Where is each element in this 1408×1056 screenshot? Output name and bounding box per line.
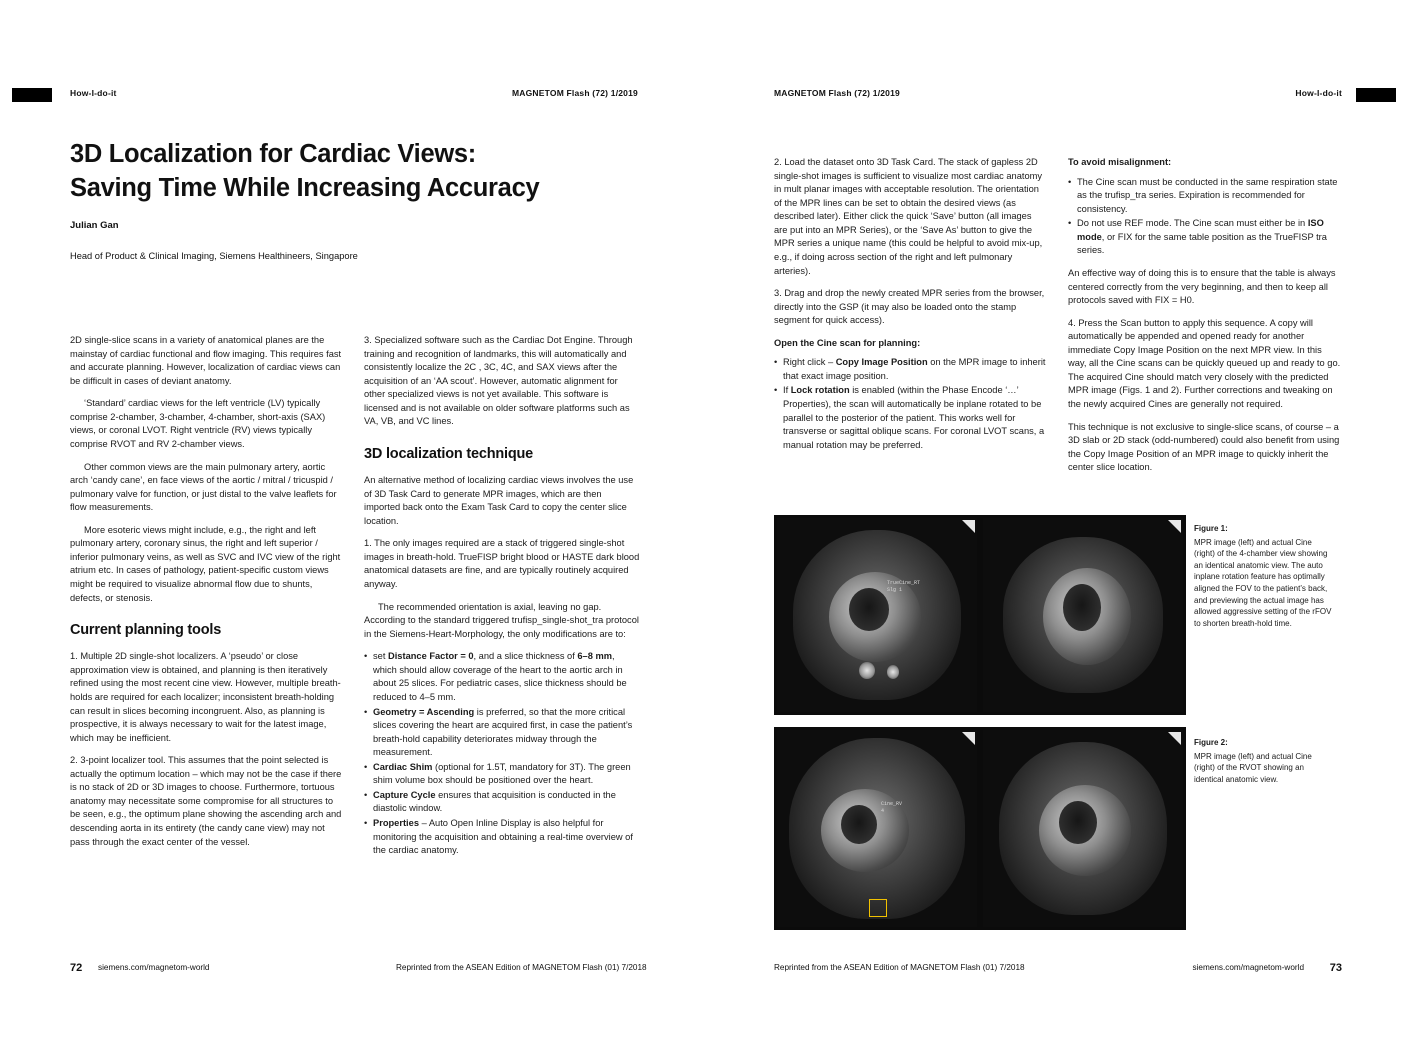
paragraph: 4. Press the Scan button to apply this sequence. A copy will automatically be appended and opened ready for another immediate Copy Image Position on the next MPR view. In this way, all the Cine scans can be quickly queued up and ready to go. The acquired Cine should match very closely with the predicted MPR image (Figs. 1 and 2). Further corrections and tweaking on the newly acquired Cines are generally not required. — [1068, 317, 1341, 409]
page-title — [70, 138, 640, 205]
paragraph: The recommended orientation is axial, leaving no gap. According to the standard triggered trufisp_single-shot_tra protocol in the Siemens-Heart-Morphology, the only modifications are to: — [364, 601, 639, 639]
modification-bullet-list — [364, 650, 640, 857]
article-title-line2: Saving Time While Increasing Accuracy — [70, 173, 540, 202]
cine-scan-bullet-list — [774, 356, 1046, 452]
bullet-rest: , or FIX for the same table position as the TrueFISP tra series. — [1077, 231, 1327, 256]
bullet-lead: Right click – — [783, 357, 836, 368]
figure-1-caption — [1194, 523, 1334, 629]
paragraph: 3. Specialized software such as the Cardiac Dot Engine. Through training and recognition of landmarks, this will automatically and consistently localize the 2C , 3C, 4C, and SAX views after the acquisition of an ‘AA scout’. However, automatic alignment for other specialized views is not yet available. This software is licensed and is not available on older software platforms such as VA, VB, and VC lines. — [364, 335, 633, 427]
body-column-4 — [1068, 156, 1342, 484]
figure-1-image-pair — [774, 515, 1186, 715]
bullet-lead: Do not use REF mode. The Cine scan must either be in — [1077, 218, 1308, 229]
bullet-rest: – Auto Open Inline Display is also helpful for monitoring the acquisition and obtaining a real-time overview of the cardiac anatomy. — [373, 818, 633, 856]
image-corner-marker-icon — [962, 520, 975, 533]
bullet-rest: (optional for 1.5T, mandatory for 3T). The green shim volume box should be positioned over the heart. — [373, 761, 631, 786]
footer-site-left: siemens.com/magnetom-world — [98, 963, 210, 972]
author-affiliation: Head of Product & Clinical Imaging, Siemens Healthineers, Singapore — [70, 251, 358, 261]
paragraph: An alternative method of localizing cardiac views involves the use of 3D Task Card to generate MPR images, which are then imported back onto the Exam Task Card to copy the center slice location. — [364, 475, 634, 526]
image-corner-marker-icon — [1168, 520, 1181, 533]
subheading-avoid-misalignment: To avoid misalignment: — [1068, 157, 1172, 167]
paragraph: 1. The only images required are a stack of triggered single-shot images in breath-hold. TrueFISP bright blood or HASTE dark blood anatomical datasets are fine, and are typically routinely acquired anyway. — [364, 538, 640, 589]
subheading-open-cine-scan: Open the Cine scan for planning: — [774, 337, 921, 348]
mri-overlay-text: TrueCine_RT Slg 1 — [887, 580, 921, 593]
figure-2-caption — [1194, 737, 1334, 785]
page-number-right: 73 — [1329, 962, 1342, 974]
list-item — [364, 789, 640, 816]
body-column-3 — [774, 156, 1046, 461]
roi-box — [869, 899, 887, 917]
running-head-issue-right: MAGNETOM Flash (72) 1/2019 — [774, 88, 900, 98]
paragraph: ‘Standard’ cardiac views for the left ventricle (LV) typically comprise 2-chamber, 3-chamber, 4-chamber, short-axis (SAX) views, or coronal LVOT. Right ventricle (RV) views typically comprise RVOT and RV 2-chamber views. — [70, 398, 326, 449]
bullet-bold: Geometry = Ascending — [373, 706, 475, 717]
running-head-issue-left: MAGNETOM Flash (72) 1/2019 — [512, 88, 638, 98]
section-heading-3d-localization-technique: 3D localization technique — [364, 445, 534, 462]
bullet-tail: , which should allow coverage of the heart to the aortic arch in about 25 slices. For pediatric cases, slice thickness should be reduced to 4–5 mm. — [373, 651, 627, 702]
bullet-bold: ISO mode — [1077, 218, 1324, 242]
article-title-line1: 3D Localization for Cardiac Views: — [70, 140, 476, 168]
author-name: Julian Gan — [70, 220, 119, 231]
footer-site-right: siemens.com/magnetom-world — [1192, 963, 1304, 972]
figure-2-mpr-image — [774, 727, 980, 930]
bullet-rest: is enabled (within the Phase Encode ‘…’ Properties), the scan will automatically be inplane rotated to be parallel to the posterior of the patient. This works well for transverse or sagittal oblique scans. For coronal LVOT scans, a manual rotation may be preferred. — [783, 385, 1045, 450]
bullet-bold: Lock rotation — [790, 385, 850, 396]
list-item — [364, 706, 640, 760]
paragraph: 3. Drag and drop the newly created MPR series from the browser, directly into the GSP (it may also be loaded onto the stamp segment for quick access). — [774, 288, 1045, 326]
paragraph: More esoteric views might include, e.g., the right and left pulmonary artery, coronary sinus, the right and left superior / inferior pulmonary veins, as well as SVC and IVC view of the right atrium etc. In cases of pathology, patient-specific custom views might be required to visualize abnormal flow due to shunts, defects, or stenosis. — [70, 524, 341, 603]
page-number-left: 72 — [70, 962, 83, 974]
bullet-bold: Capture Cycle — [373, 789, 436, 800]
paragraph: 1. Multiple 2D single-shot localizers. A ‘pseudo’ or close approximation view is obtained, and planning is then iteratively refined using the most recent cine view. However, multiple breath-holds are required for each localizer; inconsistent breath-holding can result in slices becoming incongruent. Also, as planning is prospective, it is always necessary to wait for the latest image, which may be inefficient. — [70, 651, 341, 743]
footer-reprint-left: Reprinted from the ASEAN Edition of MAGNETOM Flash (01) 7/2018 — [396, 963, 647, 972]
bullet-bold: Cardiac Shim — [373, 761, 433, 772]
bullet-rest: ensures that acquisition is conducted in the diastolic window. — [373, 789, 616, 814]
paragraph: 2D single-slice scans in a variety of anatomical planes are the mainstay of cardiac functional and flow imaging. This requires fast and accurate planning. However, localization of cardiac views can be difficult in cases of deviant anatomy. — [70, 335, 342, 386]
bullet-bold: Properties — [373, 818, 419, 828]
bullet-bold2: 6–8 mm — [577, 651, 613, 662]
footer-reprint-right: Reprinted from the ASEAN Edition of MAGNETOM Flash (01) 7/2018 — [774, 963, 1025, 972]
figure-1-title: Figure 1: — [1194, 524, 1228, 533]
paragraph: 2. Load the dataset onto 3D Task Card. The stack of gapless 2D single-shot images is sufficient to visualize most cardiac anatomy in mult planar images with acceptable resolution. The orientation of the MPR lines can be set to obtain the desired views (as described later). Either click the quick ‘Save’ button (all images are put into an MPR Series), or the ‘Save As’ button to give the MPR series a unique name (this could be helpful to avoid mix-up, e.g., if doing across section of the right and left pulmonary arteries). — [774, 157, 1043, 276]
body-column-1 — [70, 334, 342, 858]
list-item — [364, 650, 640, 704]
bullet-lead: set — [373, 651, 388, 662]
bullet-rest: The Cine scan must be conducted in the same respiration state as the trufisp_tra series. Expiration is recommended for consistency. — [1077, 176, 1338, 214]
figure-1-caption-text: MPR image (left) and actual Cine (right) of the 4-chamber view showing an identical anatomic view. The auto inplane rotation feature has optimally aligned the FOV to the patient’s back, and previewing the actual image has allowed aggressive setting of the rFOV to shorten breath-hold time. — [1194, 537, 1332, 628]
page-right — [704, 0, 1408, 1056]
list-item — [774, 356, 1046, 383]
list-item — [1068, 217, 1342, 258]
section-heading-current-planning-tools: Current planning tools — [70, 622, 222, 639]
image-corner-marker-icon — [1168, 732, 1181, 745]
figure-1-mpr-image — [774, 515, 980, 715]
bullet-lead: If — [783, 385, 791, 396]
paragraph: Other common views are the main pulmonary artery, aortic arch ‘candy cane’, en face views of the aortic / mitral / tricuspid / pulmonary valve for function, or just distal to the valve leaflets for flow measurements. — [70, 461, 337, 513]
figure-2-cine-image — [980, 727, 1186, 930]
bullet-rest: is preferred, so that the more critical slices covering the heart are acquired first, in case the patient’s breath-hold capability deteriorates midway through the measurement. — [373, 706, 633, 758]
list-item — [774, 384, 1046, 452]
bullet-bold: Copy Image Position — [835, 357, 928, 368]
figure-2-title: Figure 2: — [1194, 738, 1228, 747]
bullet-rest: , and a slice thickness of — [473, 651, 578, 662]
paragraph: 2. 3-point localizer tool. This assumes that the point selected is actually the optimum location – which may not be the case if there is no stack of 2D or 3D images to choose. Furthermore, tortuous anatomy may necessitate some compromise for all structures to be seen, e.g., the optimum plane showing the ascending arch and descending aorta in its entirety (the candy cane view) may not pass through the exact center of the vessel. — [70, 755, 342, 847]
figure-2-caption-text: MPR image (left) and actual Cine (right) of the RVOT showing an identical anatomic view. — [1194, 751, 1312, 784]
misalignment-bullet-list — [1068, 176, 1342, 258]
paragraph: This technique is not exclusive to single-slice scans, of course – a 3D slab or 2D stack (odd-numbered) could also benefit from using the Copy Image Position of an MPR image to quickly inherit the center slice location. — [1068, 421, 1340, 473]
figure-1-cine-image — [980, 515, 1186, 715]
image-corner-marker-icon — [962, 732, 975, 745]
figure-2-image-pair — [774, 727, 1186, 930]
bullet-bold: Distance Factor = 0 — [388, 651, 474, 662]
list-item — [364, 761, 640, 788]
running-head-section-right: How-I-do-it — [1295, 88, 1342, 98]
list-item — [1068, 176, 1342, 217]
running-head-section-left: How-I-do-it — [70, 88, 117, 98]
mri-overlay-text: Cine_RV 4 — [881, 800, 903, 814]
bullet-rest: on the MPR image to inherit that exact image position. — [783, 357, 1046, 381]
running-head-block-left — [12, 88, 52, 102]
paragraph: An effective way of doing this is to ensure that the table is always centered correctly from the very beginning, and then to keep all protocols saved with FIX = H0. — [1068, 267, 1336, 306]
list-item — [364, 817, 640, 858]
body-column-2 — [364, 334, 640, 867]
running-head-block-right — [1356, 88, 1396, 102]
